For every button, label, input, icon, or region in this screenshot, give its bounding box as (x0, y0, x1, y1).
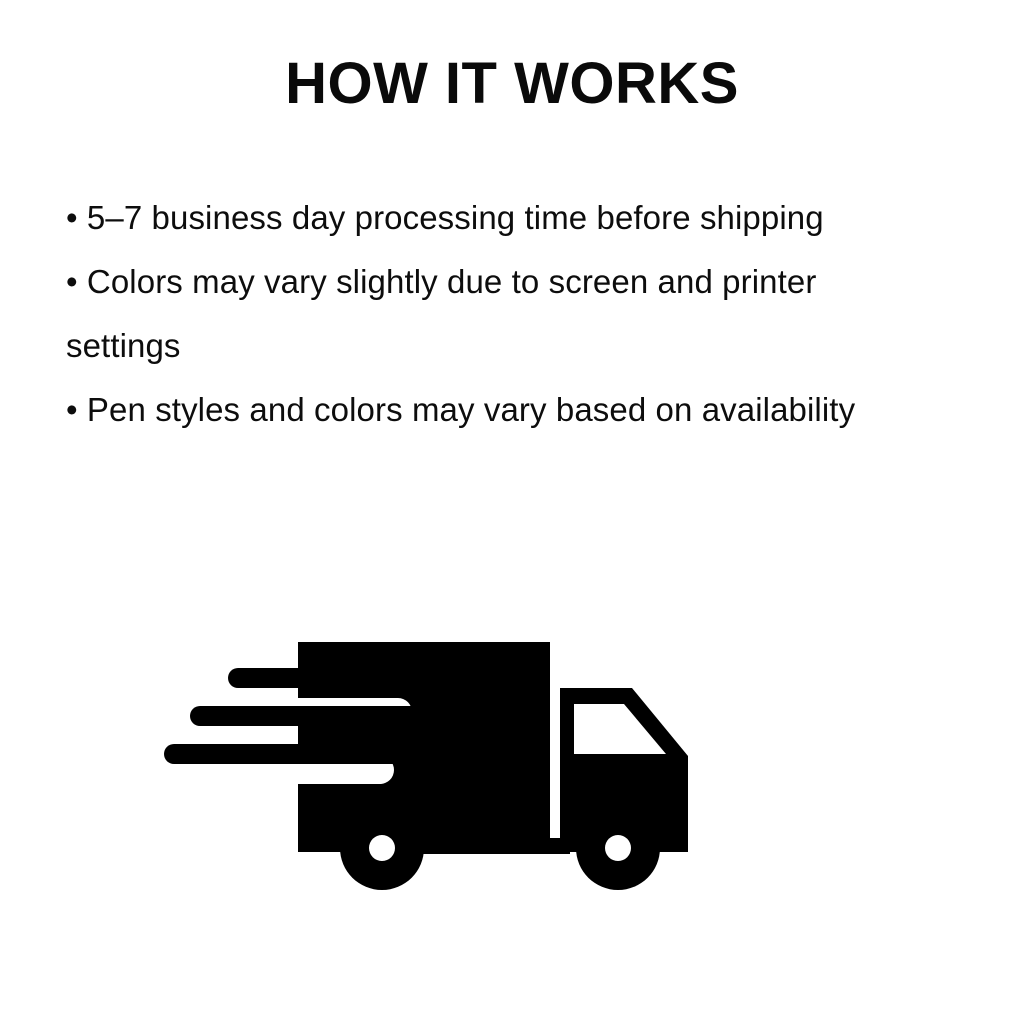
info-bullet-list (66, 186, 866, 442)
page-title: HOW IT WORKS (285, 51, 739, 116)
list-item: • Colors may vary slightly due to screen and printer settings (66, 263, 826, 364)
list-item: • 5–7 business day processing time before shipping (66, 199, 824, 236)
delivery-truck-illustration (150, 620, 750, 940)
list-item: • Pen styles and colors may vary based on availability (66, 391, 856, 428)
delivery-truck-icon (150, 620, 750, 940)
